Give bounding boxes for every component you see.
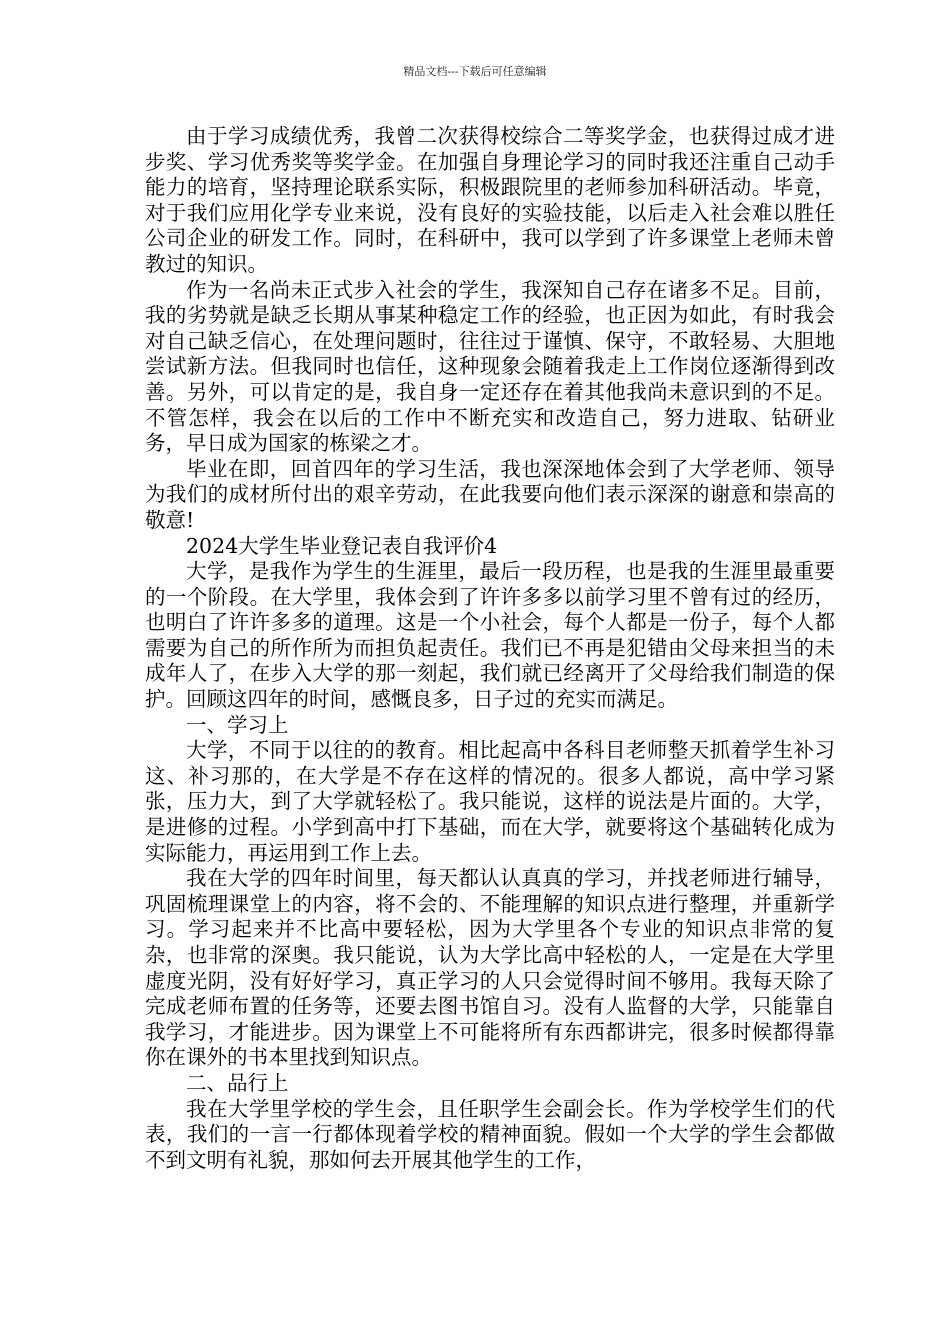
paragraph-shortcomings: 作为一名尚未正式步入社会的学生，我深知自己存在诸多不足。目前，我的劣势就是缺乏长期从事某种稳定工作的经验，也正因为如此，有时我会对自己缺乏信心，在处理问题时，往往过于谨慎、保守，不敢轻易、大胆地尝试新方法。但我同时也信任，这种现象会随着我走上工作岗位逐渐得到改善。另外，可以肯定的是，我自身一定还存在着其他我尚未意识到的不足。不管怎样，我会在以后的工作中不断充实和改造自己，努力进取、钻研业务，早日成为国家的栋梁之才。	[145, 277, 835, 456]
paragraph-conduct: 我在大学里学校的学生会，且任职学生会副会长。作为学校学生们的代表，我们的一言一行都体现着学校的精神面貌。假如一个大学的学生会都做不到文明有礼貌，那如何去开展其他学生的工作，	[145, 1096, 835, 1172]
section-title: 2024大学生毕业登记表自我评价4	[186, 533, 498, 558]
paragraph-study-2: 我在大学的四年时间里，每天都认认真真的学习，并找老师进行辅导，巩固梳理课堂上的内容，将不会的、不能理解的知识点进行整理，并重新学习。学习起来并不比高中要轻松，因为大学里各个专业的知识点非常的复杂，也非常的深奥。我只能说，认为大学比高中轻松的人，一定是在大学里虚度光阴，没有好好学习，真正学习的人只会觉得时间不够用。我每天除了完成老师布置的任务等，还要去图书馆自习。没有人监督的大学，只能靠自我学习，才能进步。因为课堂上不可能将所有东西都讲完，很多时候都得靠你在课外的书本里找到知识点。	[145, 866, 835, 1070]
document-body	[145, 124, 835, 1173]
subsection-conduct-heading: 二、品行上	[186, 1070, 289, 1095]
paragraph-gratitude: 毕业在即，回首四年的学习生活，我也深深地体会到了大学老师、领导为我们的成材所付出的艰辛劳动，在此我要向他们表示深深的谢意和崇高的敬意!	[145, 456, 835, 532]
paragraph-university-life: 大学，是我作为学生的生涯里，最后一段历程，也是我的生涯里最重要的一个阶段。在大学里，我体会到了许许多多以前学习里不曾有过的经历，也明白了许许多多的道理。这是一个小社会，每个人都是一份子，每个人都需要为自己的所作所为而担负起责任。我们已不再是犯错由父母来担当的未成年人了，在步入大学的那一刻起，我们就已经离开了父母给我们制造的保护。回顾这四年的时间，感慨良多，日子过的充实而满足。	[145, 559, 835, 712]
page-header: 精品文档---下载后可任意编辑	[403, 65, 547, 78]
paragraph-scholarship: 由于学习成绩优秀，我曾二次获得校综合二等奖学金，也获得过成才进步奖、学习优秀奖等奖学金。在加强自身理论学习的同时我还注重自己动手能力的培育，坚持理论联系实际，积极跟院里的老师参加科研活动。毕竟，对于我们应用化学专业来说，没有良好的实验技能，以后走入社会难以胜任公司企业的研发工作。同时，在科研中，我可以学到了许多课堂上老师未曾教过的知识。	[145, 124, 835, 276]
paragraph-study-1: 大学，不同于以往的的教育。相比起高中各科目老师整天抓着学生补习这、补习那的，在大学是不存在这样的情况的。很多人都说，高中学习紧张，压力大，到了大学就轻松了。我只能说，这样的说法是片面的。大学，是进修的过程。小学到高中打下基础，而在大学，就要将这个基础转化成为实际能力，再运用到工作上去。	[145, 738, 835, 865]
subsection-study-heading: 一、学习上	[186, 712, 289, 737]
